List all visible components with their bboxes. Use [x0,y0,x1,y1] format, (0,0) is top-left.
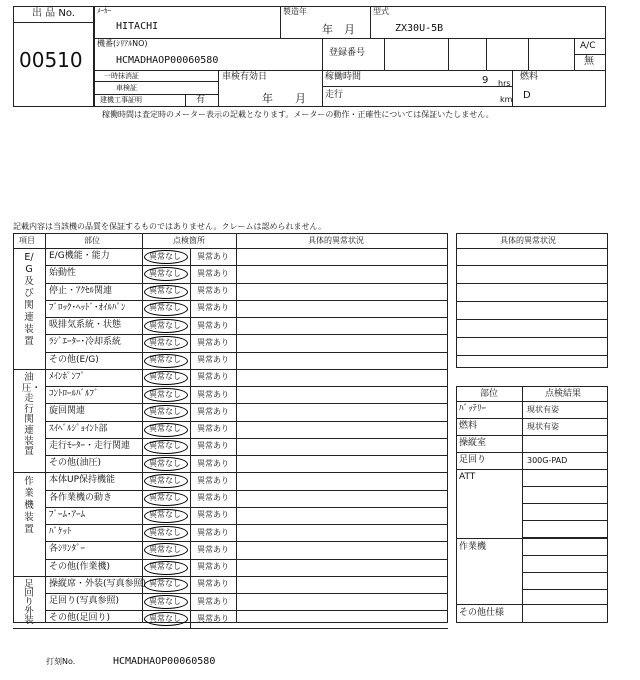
selected-ok-oval [144,285,188,299]
detail-line [456,283,608,284]
ng-label[interactable]: 異常あり [197,303,229,312]
row-line [45,610,448,611]
selected-ok-oval [144,595,188,609]
inspection-part-label: ｺﾝﾄﾛｰﾙﾊﾞﾙﾌﾞ [49,389,99,399]
ng-label[interactable]: 異常あり [197,407,229,416]
row-line [13,628,448,629]
hours-unit: hrs [498,79,511,88]
ok-label[interactable]: 異常なし [149,545,181,554]
model-label: 型式 [373,7,389,16]
maker-label: ﾒｰｶｰ [97,7,111,15]
row-line [13,369,448,370]
selected-ok-oval [144,250,188,264]
row-line [45,593,448,594]
ok-label[interactable]: 異常なし [149,407,181,416]
ok-label[interactable]: 異常なし [149,303,181,312]
row-line [45,541,448,542]
selected-ok-oval [144,267,188,281]
row-line [45,300,448,301]
hours-value: 9 [482,75,489,86]
results-part: 燃料 [459,421,478,431]
inspection-part-label: 各ｼﾘﾝﾀﾞｰ [49,544,86,554]
results-line [456,418,608,419]
training-cert-label: 建機工事証明 [100,96,142,104]
inspection-part-label: その他(油圧) [49,458,102,468]
disclaimer: 記載内容は当該機の品質を保証するものではありません。クレームは認められません。 [13,222,326,231]
stamp-value: HCMADHAOP00060580 [113,656,216,667]
selected-ok-oval [144,423,188,437]
row-line [45,438,448,439]
registration-label: 登録番号 [329,48,366,58]
ok-label[interactable]: 異常なし [149,579,181,588]
row-line [45,283,448,284]
selected-ok-oval [144,561,188,575]
selected-ok-oval [144,474,188,488]
inspection-part-label: ｽｲﾍﾞﾙｼﾞｮｲﾝﾄ部 [49,424,108,434]
listing-no: 00510 [19,48,83,72]
ok-label[interactable]: 異常なし [149,597,181,606]
hours-note: 稼働時間は査定時のメーター表示の記載となります。メーターの動作・正確性については保証いたしません。 [102,110,494,119]
results-part: 足回り [459,455,487,465]
ok-label[interactable]: 異常なし [149,510,181,519]
group-label: 作業機装置 [24,476,34,535]
row-line [45,317,448,318]
other-spec-label: その他仕様 [459,608,505,618]
row-line [13,248,448,249]
results-line [456,469,608,470]
row-line [45,524,448,525]
col-detail-header: 具体的異常状況 [308,236,364,245]
selected-ok-oval [144,457,188,471]
ok-label[interactable]: 異常なし [149,459,181,468]
results-line [456,604,608,605]
travel-unit: km [500,95,513,104]
ng-label[interactable]: 異常あり [197,510,229,519]
fuel-label: 燃料 [520,72,539,82]
ok-label[interactable]: 異常なし [149,493,181,502]
row-line [45,352,448,353]
inspection-part-label: 始動性 [49,268,77,278]
row-line [45,490,448,491]
results-line [456,538,608,539]
selected-ok-oval [144,354,188,368]
results-value: 現状有姿 [527,405,559,414]
selected-ok-oval [144,543,188,557]
results-line [522,503,608,504]
group-label: E/G及び関連装置 [24,252,34,347]
inspection-part-label: ﾗｼﾞｴｰﾀｰ･冷却系統 [49,337,122,347]
ng-label[interactable]: 異常あり [197,459,229,468]
ng-label[interactable]: 異常あり [197,372,229,381]
selected-ok-oval [144,319,188,333]
results-line [522,486,608,487]
inspection-part-label: 旋回関連 [49,406,86,416]
results-line [522,555,608,556]
results-part: ﾊﾞｯﾃﾘｰ [459,404,487,414]
ok-label[interactable]: 異常なし [149,269,181,278]
inspection-part-label: E/G機能・能力 [49,251,110,261]
ok-label[interactable]: 異常なし [149,321,181,330]
inspection-part-label: 停止・ｱｸｾﾙ関連 [49,286,113,296]
year-value: 年 月 [322,23,355,36]
group-label: 油圧・走行関連装置 [22,372,42,458]
ng-label[interactable]: 異常あり [197,321,229,330]
selected-ok-oval [144,336,188,350]
ng-label[interactable]: 異常あり [197,614,229,623]
model-value: ZX30U-5B [395,23,444,34]
work-label: 作業機 [459,542,487,552]
ng-label[interactable]: 異常あり [197,338,229,347]
ng-label[interactable]: 異常あり [197,579,229,588]
results-value: 300G-PAD [527,456,568,465]
results-line [456,452,608,453]
inspection-part-label: 走行ﾓｰﾀｰ・走行関連 [49,441,131,451]
group-label: 足回り外装 [24,579,34,626]
row-line [13,472,448,473]
inspection-part-label: ﾌﾞﾛｯｸ･ﾍｯﾄﾞ･ｵｲﾙﾊﾟﾝ [49,303,126,313]
selected-ok-oval [144,492,188,506]
inspection-cert-label: 車検証 [116,84,137,92]
maker-value: HITACHI [116,21,159,32]
ng-label[interactable]: 異常あり [197,441,229,450]
ok-label[interactable]: 異常なし [149,286,181,295]
ng-label[interactable]: 異常あり [197,269,229,278]
detail-line [456,337,608,338]
ok-label[interactable]: 異常なし [149,252,181,261]
inspection-part-label: その他(E/G) [49,355,99,365]
detail-line [456,355,608,356]
selected-ok-oval [144,302,188,316]
ok-label[interactable]: 異常なし [149,372,181,381]
ok-label[interactable]: 異常なし [149,355,181,364]
detail-line [456,319,608,320]
results-col-part: 部位 [480,389,499,399]
col-item-header: 項目 [19,236,35,245]
detail-line [456,248,608,249]
row-line [13,576,448,577]
ok-label[interactable]: 異常なし [149,614,181,623]
hours-label: 稼働時間 [325,72,362,82]
serial-value: HCMADHAOP00060580 [116,55,219,66]
ng-label[interactable]: 異常あり [197,390,229,399]
col-part-header: 部位 [84,236,100,245]
ac-value: 無 [584,56,594,67]
row-line [45,559,448,560]
inspection-part-label: 足回り(写真参照) [49,596,120,606]
ng-label[interactable]: 異常あり [197,286,229,295]
fuel-value: D [523,90,531,101]
ac-label: A/C [580,41,596,51]
listing-no-label: 出 品 No. [32,8,75,19]
ok-label[interactable]: 異常なし [149,476,181,485]
results-line [522,572,608,573]
inspection-part-label: 各作業機の動き [49,493,113,503]
row-line [45,386,448,387]
ng-label[interactable]: 異常あり [197,476,229,485]
results-line [522,589,608,590]
selected-ok-oval [144,578,188,592]
ng-label[interactable]: 異常あり [197,528,229,537]
results-line [456,401,608,402]
right-detail-header: 具体的異常状況 [500,236,556,245]
selected-ok-oval [144,405,188,419]
stamp-label: 打刻No. [46,657,76,666]
inspection-valid-value: 年 月 [262,92,306,105]
ng-label[interactable]: 異常あり [197,252,229,261]
selected-ok-oval [144,440,188,454]
inspection-part-label: その他(作業機) [49,562,111,572]
selected-ok-oval [144,612,188,626]
row-line [45,507,448,508]
row-line [45,265,448,266]
detail-line [456,301,608,302]
ok-label[interactable]: 異常なし [149,562,181,571]
results-line [456,435,608,436]
ng-label[interactable]: 異常あり [197,493,229,502]
ok-label[interactable]: 異常なし [149,424,181,433]
row-line [45,455,448,456]
travel-label: 走行 [325,90,344,100]
row-line [45,334,448,335]
inspection-valid-label: 車検有効日 [222,72,268,82]
row-line [45,421,448,422]
inspection-part-label: その他(足回り) [49,613,111,623]
ng-label[interactable]: 異常あり [197,545,229,554]
ok-label[interactable]: 異常なし [149,390,181,399]
ng-label[interactable]: 異常あり [197,355,229,364]
ok-label[interactable]: 異常なし [149,441,181,450]
results-line [522,520,608,521]
col-check-header: 点検箇所 [173,236,205,245]
selected-ok-oval [144,388,188,402]
inspection-part-label: 本体UP保持機能 [49,475,116,485]
ng-label[interactable]: 異常あり [197,424,229,433]
ok-label[interactable]: 異常なし [149,338,181,347]
results-col-result: 点検結果 [545,389,582,399]
att-label: ATT [459,472,476,482]
ok-label[interactable]: 異常なし [149,528,181,537]
row-line [45,403,448,404]
selected-ok-oval [144,526,188,540]
check-col-line [190,248,191,628]
selected-ok-oval [144,509,188,523]
inspection-part-label: ﾒｲﾝﾎﾟﾝﾌﾟ [49,372,86,382]
inspection-part-label: 操縦席・外装(写真参照) [49,579,147,589]
year-label: 製造年 [283,7,307,16]
ng-label[interactable]: 異常あり [197,597,229,606]
detail-line [456,265,608,266]
serial-label: 機番(ｼﾘｱﾙNO) [97,39,148,48]
inspection-part-label: 吸排気系統・状態 [49,320,122,330]
ng-label[interactable]: 異常あり [197,562,229,571]
inspection-part-label: ﾊﾞｹｯﾄ [49,527,72,537]
training-cert-value: 有 [196,95,206,105]
selected-ok-oval [144,371,188,385]
results-part: 操縦室 [459,438,487,448]
results-value: 現状有姿 [527,422,559,431]
inspection-part-label: ﾌﾞｰﾑ･ｱｰﾑ [49,510,86,520]
temp-cert-label: 一時抹消証 [104,72,139,80]
